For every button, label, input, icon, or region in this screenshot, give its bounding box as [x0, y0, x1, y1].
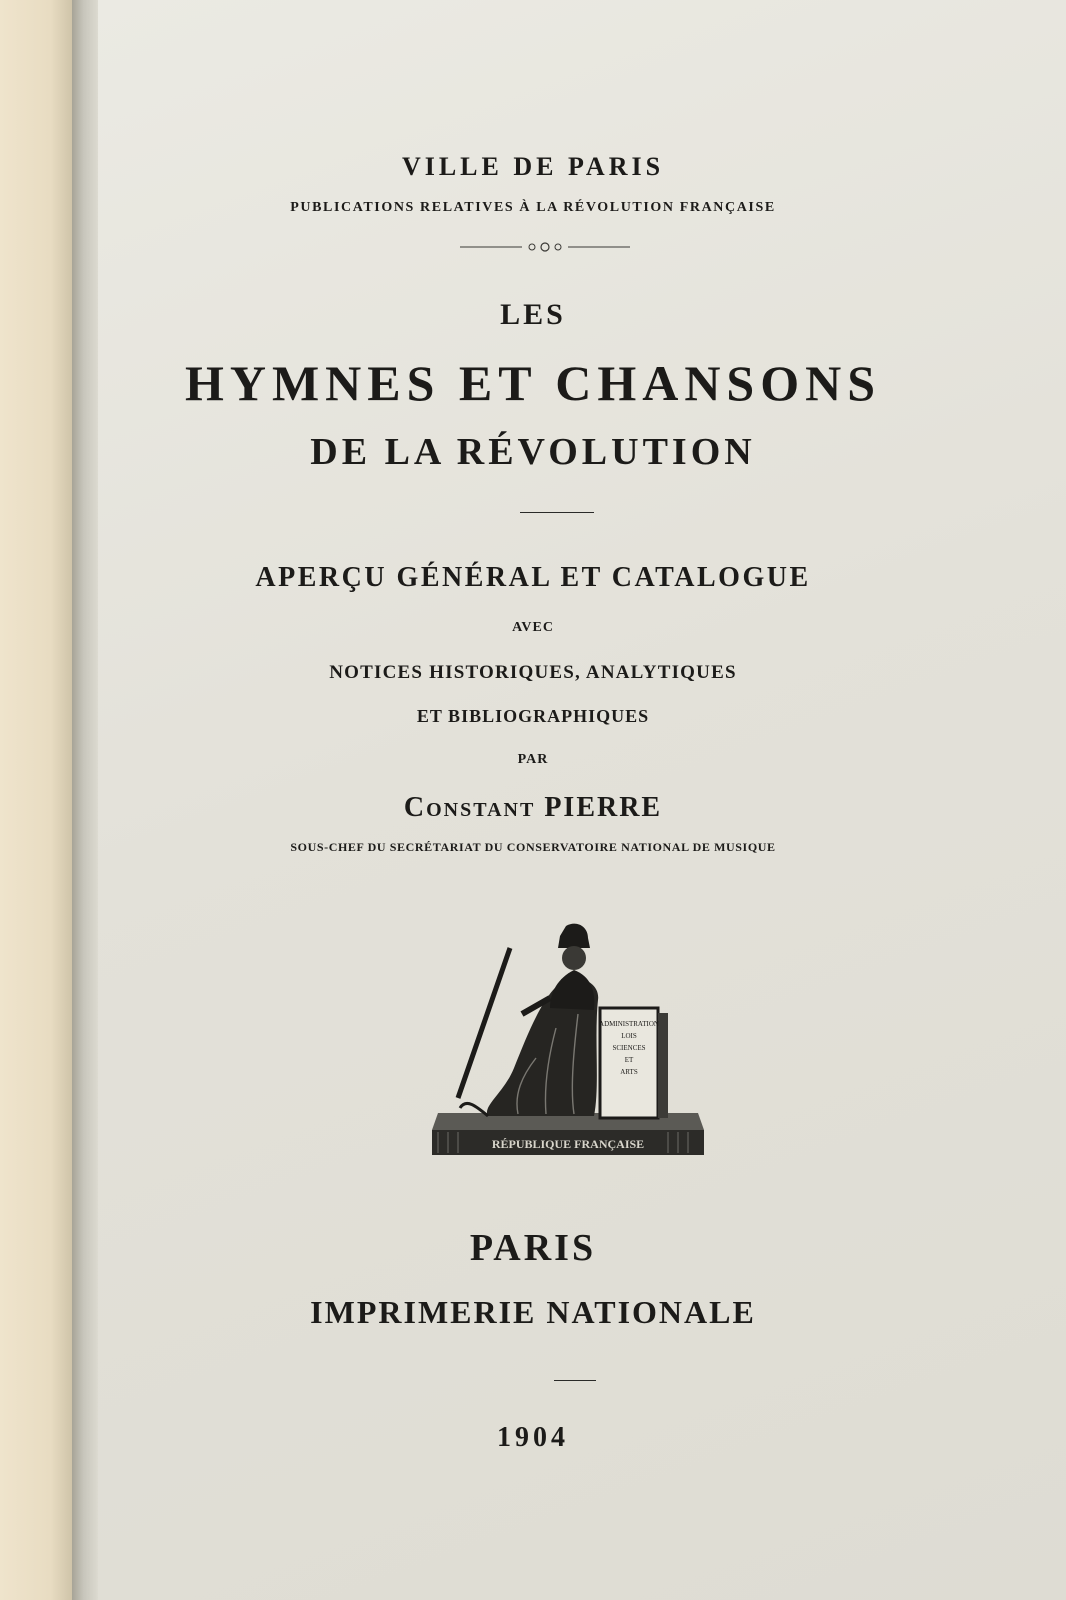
emblem-book-line-4: ET — [624, 1056, 634, 1064]
emblem-book-line-1: ADMINISTRATION — [599, 1020, 659, 1028]
imprint-rule — [554, 1380, 596, 1381]
subtitle-line3: ET BIBLIOGRAPHIQUES — [416, 706, 650, 726]
emblem-book-line-3: SCIENCES — [612, 1044, 646, 1052]
author-first-name: Constant — [403, 792, 536, 823]
emblem-book-line-5: ARTS — [620, 1068, 638, 1076]
header-city: VILLE DE PARIS — [401, 152, 665, 181]
republique-emblem-icon — [418, 918, 718, 1168]
emblem-base-text: RÉPUBLIQUE FRANÇAISE — [491, 1137, 645, 1151]
subtitle-line1: APERÇU GÉNÉRAL ET CATALOGUE — [255, 562, 811, 593]
imprint-city: PARIS — [469, 1227, 597, 1269]
author-last-name: PIERRE — [544, 792, 663, 823]
title-rule — [520, 512, 594, 513]
subtitle-par: PAR — [517, 752, 549, 767]
flourish-ornament — [460, 240, 630, 254]
subtitle-line2: NOTICES HISTORIQUES, ANALYTIQUES — [329, 662, 737, 683]
title-main: HYMNES ET CHANSONS — [184, 355, 882, 411]
imprint-year: 1904 — [497, 1422, 569, 1453]
emblem-book-line-2: LOIS — [621, 1032, 637, 1040]
subtitle-avec: AVEC — [512, 620, 554, 635]
title-sub: DE LA RÉVOLUTION — [310, 431, 756, 473]
title-article: LES — [500, 298, 566, 331]
author-name — [0, 792, 1066, 824]
imprint-printer: IMPRIMERIE NATIONALE — [310, 1294, 756, 1330]
header-series: PUBLICATIONS RELATIVES À LA RÉVOLUTION FRANÇAISE — [290, 200, 776, 215]
author-role: SOUS-CHEF DU SECRÉTARIAT DU CONSERVATOIRE NATIONAL DE MUSIQUE — [290, 840, 776, 854]
